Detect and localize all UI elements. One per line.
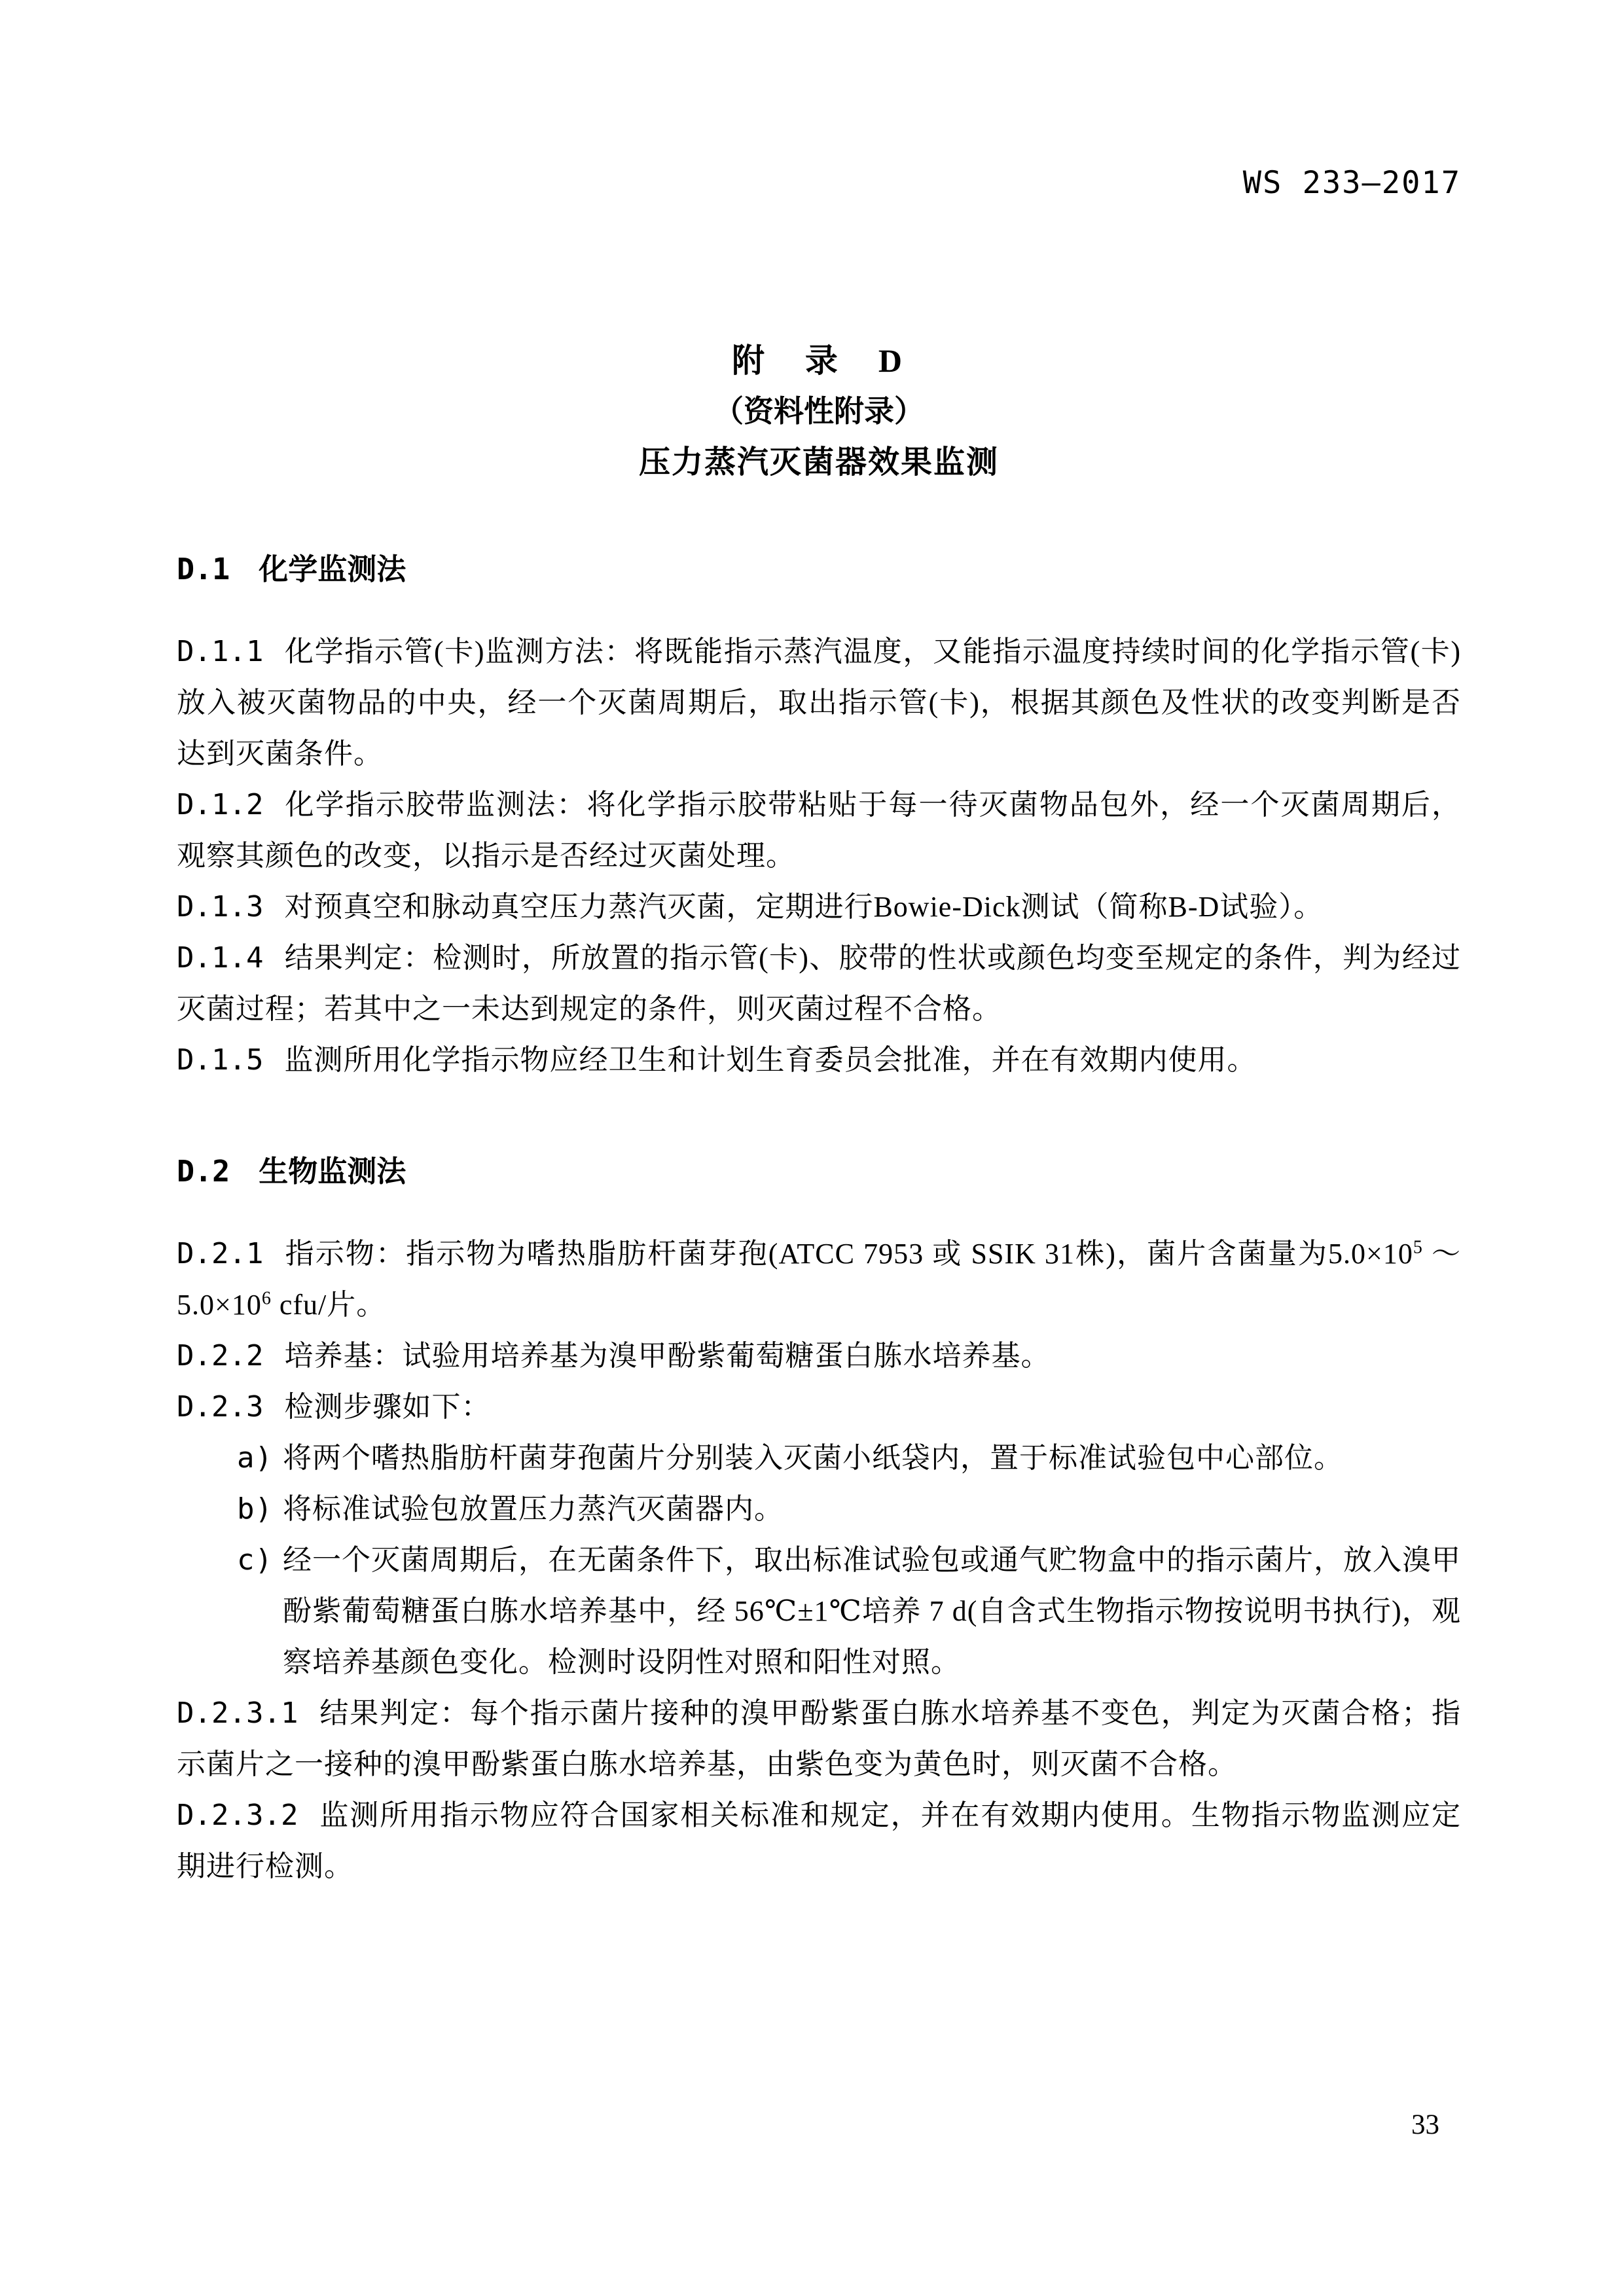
list-item-a bbox=[177, 1433, 1461, 1484]
standard-number-header: WS 233—2017 bbox=[1242, 165, 1461, 201]
clause-label: D.1.1 bbox=[177, 635, 264, 668]
section-label: D.2 bbox=[177, 1154, 230, 1189]
page-number: 33 bbox=[1411, 2109, 1439, 2140]
section-heading-d2 bbox=[177, 1146, 1461, 1197]
clause-label: D.1.3 bbox=[177, 890, 264, 924]
page-content bbox=[177, 0, 1461, 1892]
clause-text: 检测步骤如下： bbox=[284, 1391, 491, 1423]
clause-text: 结果判定：检测时，所放置的指示管(卡)、胶带的性状或颜色均变至规定的条件，判为经过灭菌过程；若其中之一未达到规定的条件，则灭菌过程不合格。 bbox=[177, 942, 1461, 1025]
clause-text-part1: 指示物：指示物为嗜热脂肪杆菌芽孢(ATCC 7953 或 SSIK 31株)，菌片含菌量为5.0×10 bbox=[284, 1238, 1413, 1270]
paragraph-d1-3 bbox=[177, 882, 1461, 933]
list-item-b bbox=[177, 1484, 1461, 1535]
clause-text: 监测所用指示物应符合国家相关标准和规定，并在有效期内使用。生物指示物监测应定期进行检测。 bbox=[177, 1799, 1461, 1882]
clause-label: D.1.2 bbox=[177, 788, 264, 821]
paragraph-d1-1 bbox=[177, 626, 1461, 780]
clause-label: D.1.4 bbox=[177, 941, 264, 975]
list-item-text: 将标准试验包放置压力蒸汽灭菌器内。 bbox=[283, 1493, 784, 1525]
appendix-topic-title: 压力蒸汽灭菌器效果监测 bbox=[638, 445, 999, 480]
list-item-text: 经一个灭菌周期后，在无菌条件下，取出标准试验包或通气贮物盒中的指示菌片，放入溴甲酚紫葡萄糖蛋白胨水培养基中，经 56℃±1℃培养 7 d(自含式生物指示物按说明书执行)，观察培养基颜色变化。检测时设阴性对照和阳性对照。 bbox=[283, 1544, 1461, 1678]
exponent-5: 5 bbox=[1413, 1237, 1423, 1258]
section-heading-d1 bbox=[177, 544, 1461, 595]
clause-text: 培养基：试验用培养基为溴甲酚紫葡萄糖蛋白胨水培养基。 bbox=[284, 1340, 1051, 1372]
clause-label: D.1.5 bbox=[177, 1043, 264, 1077]
paragraph-d2-2 bbox=[177, 1331, 1461, 1382]
list-item-c bbox=[177, 1535, 1461, 1688]
clause-text: 结果判定：每个指示菌片接种的溴甲酚紫蛋白胨水培养基不变色，判定为灭菌合格；指示菌片之一接种的溴甲酚紫蛋白胨水培养基，由紫色变为黄色时，则灭菌不合格。 bbox=[177, 1697, 1461, 1780]
list-marker: c) bbox=[237, 1543, 273, 1577]
exponent-6: 6 bbox=[261, 1288, 272, 1309]
paragraph-d2-3-1 bbox=[177, 1688, 1461, 1790]
paragraph-d2-3 bbox=[177, 1382, 1461, 1433]
clause-label: D.2.1 bbox=[177, 1237, 264, 1270]
paragraph-d1-5 bbox=[177, 1035, 1461, 1086]
paragraph-d2-1 bbox=[177, 1229, 1461, 1331]
section-title: 化学监测法 bbox=[259, 553, 406, 586]
clause-text: 化学指示胶带监测法：将化学指示胶带粘贴于每一待灭菌物品包外，经一个灭菌周期后，观察其颜色的改变，以指示是否经过灭菌处理。 bbox=[177, 789, 1461, 872]
clause-label: D.2.2 bbox=[177, 1339, 264, 1372]
clause-text: 监测所用化学指示物应经卫生和计划生育委员会批准，并在有效期内使用。 bbox=[284, 1044, 1257, 1076]
clause-label: D.2.3.2 bbox=[177, 1799, 298, 1832]
list-marker: a) bbox=[237, 1441, 273, 1475]
clause-text: 对预真空和脉动真空压力蒸汽灭菌，定期进行Bowie-Dick测试（简称B-D试验）。 bbox=[284, 891, 1324, 923]
clause-text-part2: ～ 5.0×10 bbox=[177, 1238, 1461, 1321]
appendix-title: 附 录 D bbox=[731, 342, 907, 379]
section-label: D.1 bbox=[177, 552, 230, 586]
clause-label: D.2.3 bbox=[177, 1390, 264, 1424]
list-marker: b) bbox=[237, 1492, 273, 1526]
paragraph-d1-4 bbox=[177, 933, 1461, 1035]
clause-label: D.2.3.1 bbox=[177, 1696, 298, 1730]
appendix-subtitle: （资料性附录） bbox=[713, 395, 924, 428]
list-item-text: 将两个嗜热脂肪杆菌芽孢菌片分别装入灭菌小纸袋内，置于标准试验包中心部位。 bbox=[283, 1442, 1343, 1474]
clause-text-part3: cfu/片。 bbox=[271, 1289, 386, 1321]
paragraph-d2-3-2 bbox=[177, 1790, 1461, 1892]
paragraph-d1-2 bbox=[177, 780, 1461, 882]
appendix-title-block bbox=[177, 340, 1461, 484]
clause-text: 化学指示管(卡)监测方法：将既能指示蒸汽温度，又能指示温度持续时间的化学指示管(卡)放入被灭菌物品的中央，经一个灭菌周期后，取出指示管(卡)，根据其颜色及性状的改变判断是否达到灭菌条件。 bbox=[177, 636, 1461, 770]
section-title: 生物监测法 bbox=[259, 1155, 406, 1188]
